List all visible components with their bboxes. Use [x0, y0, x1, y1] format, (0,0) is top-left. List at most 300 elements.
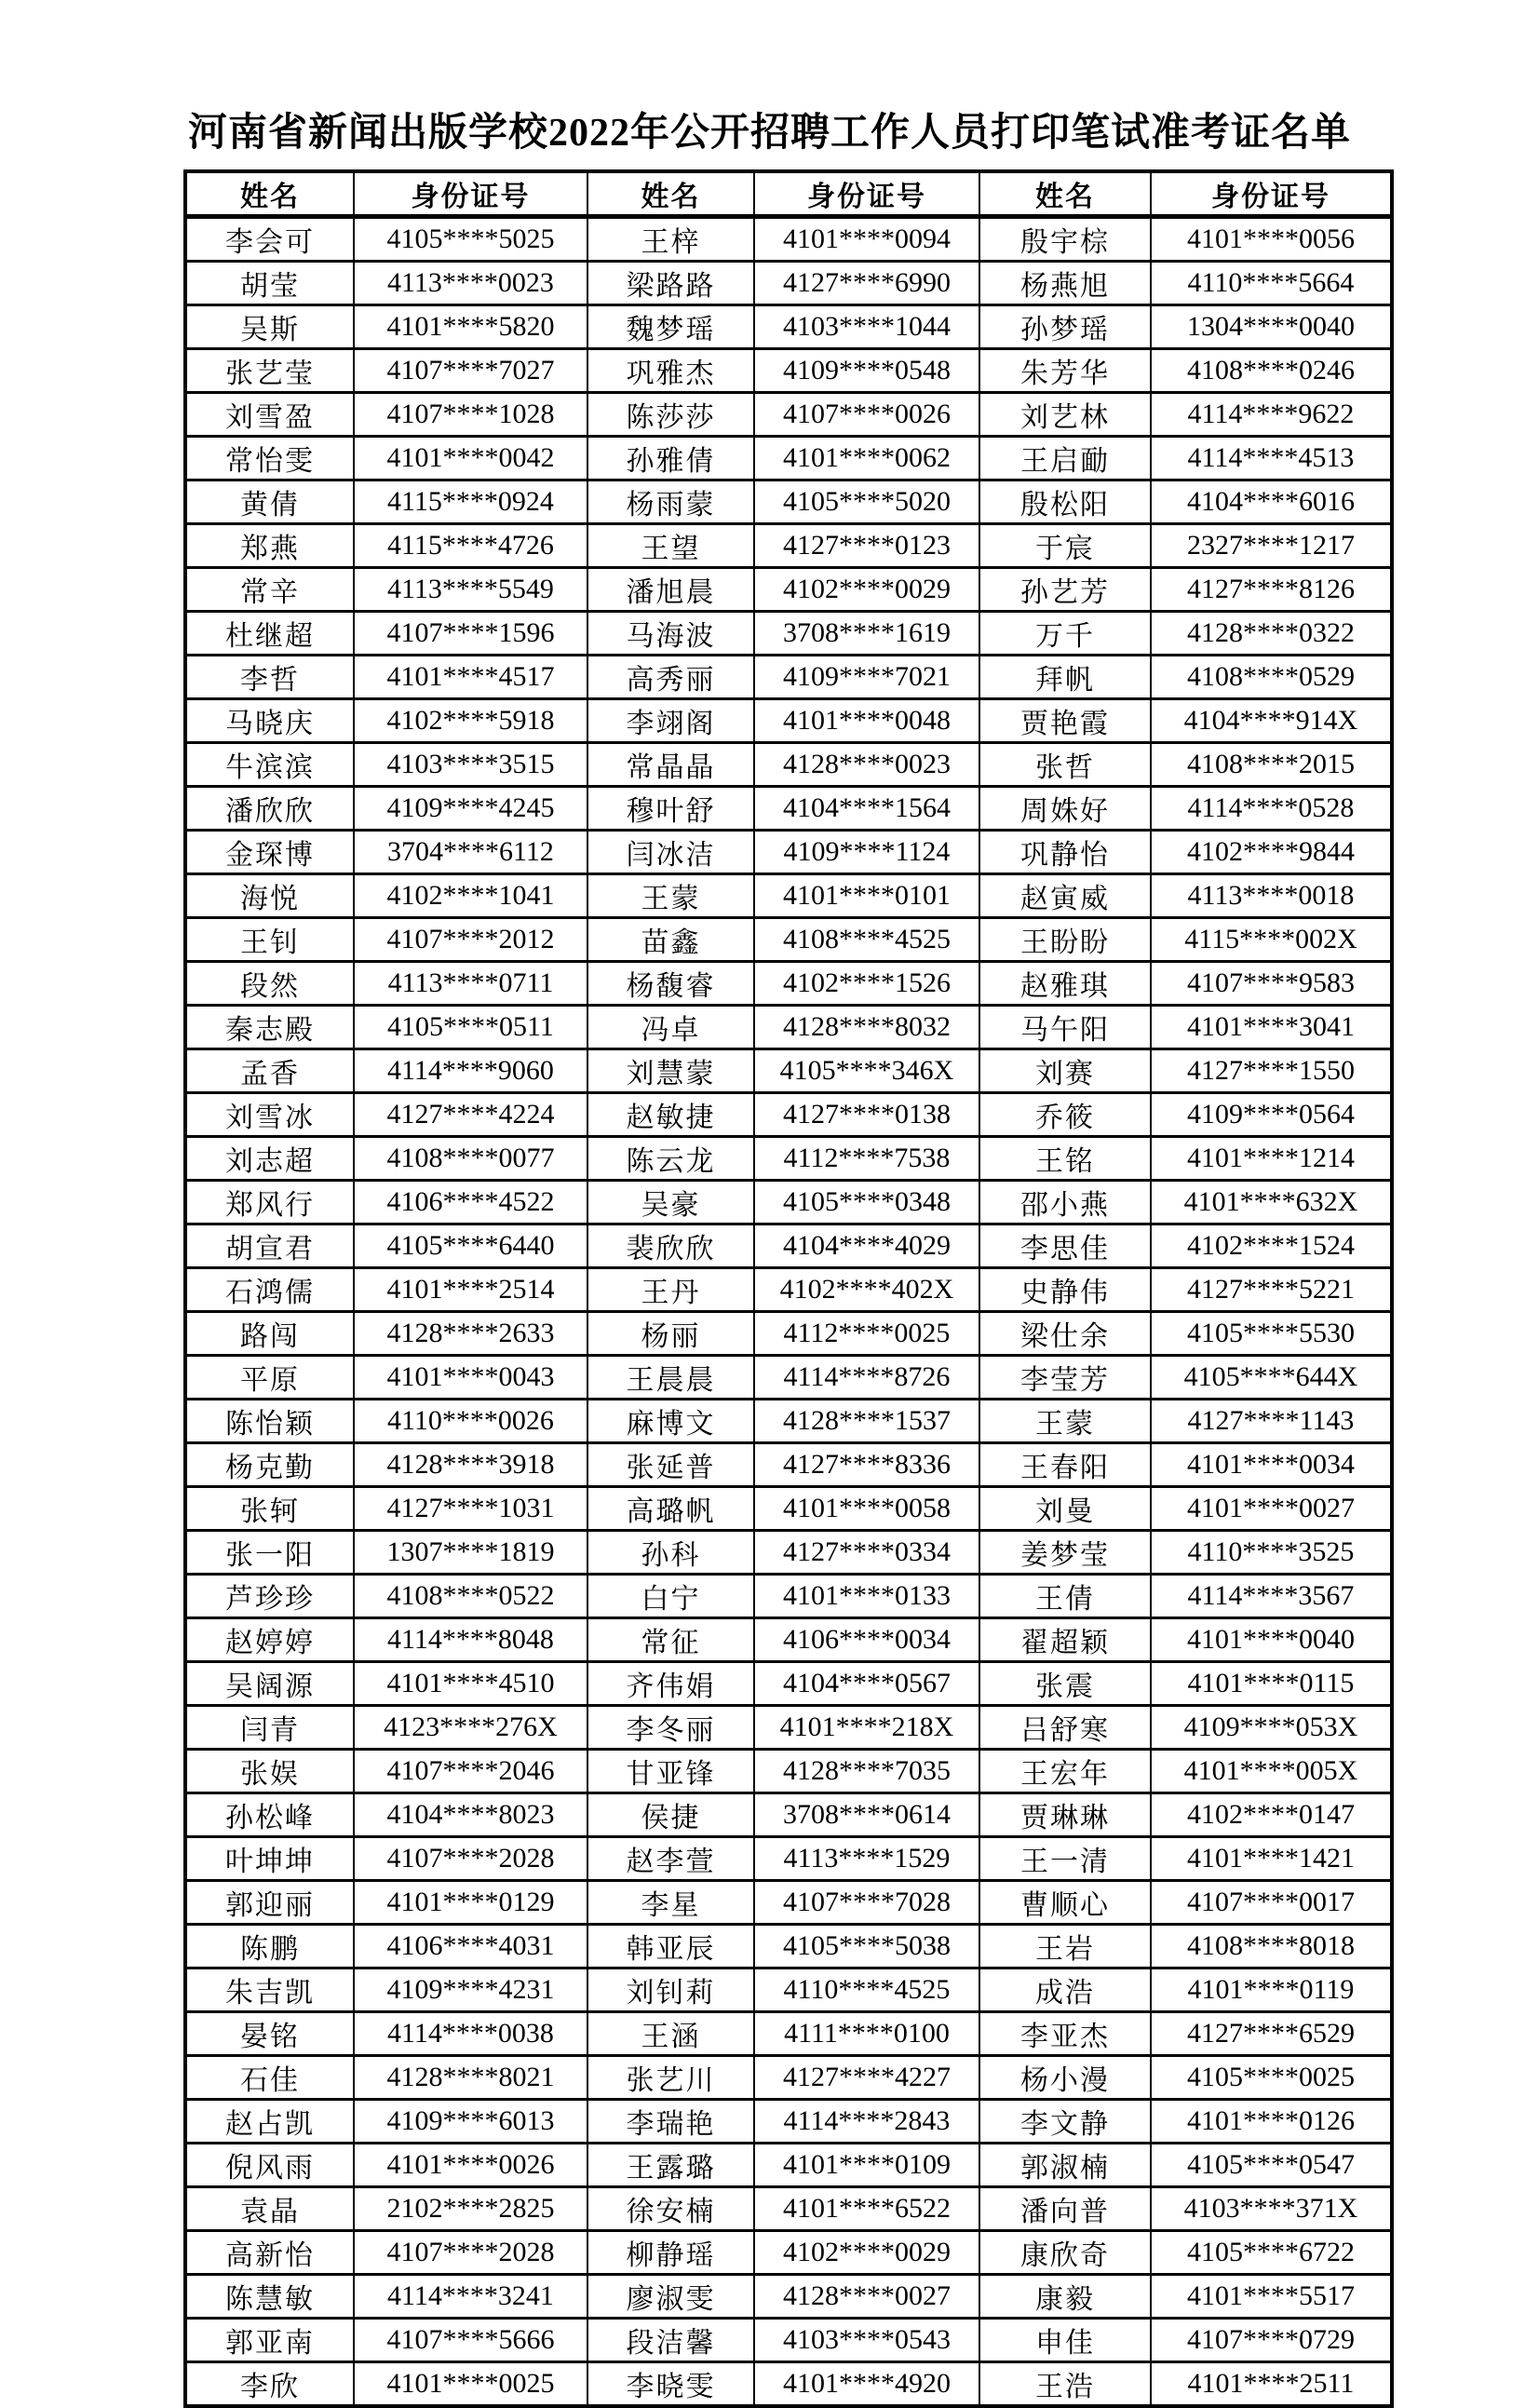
table-row — [185, 349, 1392, 393]
header-row — [185, 171, 1392, 217]
id-number-cell: 4114****9060 — [354, 1049, 587, 1093]
name-cell: 裴欣欣 — [587, 1224, 754, 1268]
id-number-cell: 4110****0026 — [354, 1400, 587, 1443]
name-cell: 孙艺芳 — [979, 568, 1151, 612]
table-row — [185, 1312, 1392, 1356]
id-number-cell: 4102****0029 — [754, 2231, 979, 2275]
name-cell: 穆叶舒 — [587, 787, 754, 831]
id-number-cell: 4101****218X — [754, 1706, 979, 1750]
name-cell: 巩静怡 — [979, 831, 1151, 874]
id-number-cell: 4101****0056 — [1151, 217, 1392, 262]
id-number-cell: 4127****0123 — [754, 524, 979, 568]
id-number-cell: 4112****0025 — [754, 1312, 979, 1356]
id-number-cell: 4109****6013 — [354, 2100, 587, 2144]
id-number-cell: 4101****0109 — [754, 2144, 979, 2187]
name-cell: 李会可 — [185, 217, 354, 262]
name-cell: 殷宇棕 — [979, 217, 1151, 262]
id-number-cell: 4128****0027 — [754, 2275, 979, 2319]
name-cell: 吴斯 — [185, 305, 354, 349]
id-number-cell: 4102****5918 — [354, 699, 587, 743]
id-number-cell: 4101****0101 — [754, 874, 979, 918]
table-row — [185, 2100, 1392, 2144]
id-number-cell: 4114****3241 — [354, 2275, 587, 2319]
id-number-cell: 2327****1217 — [1151, 524, 1392, 568]
id-number-cell: 4127****1031 — [354, 1487, 587, 1531]
id-number-cell: 4101****5820 — [354, 305, 587, 349]
name-cell: 张震 — [979, 1662, 1151, 1706]
name-cell: 赵婷婷 — [185, 1618, 354, 1662]
id-number-cell: 4101****0026 — [354, 2144, 587, 2187]
name-cell: 杨燕旭 — [979, 262, 1151, 305]
name-cell: 陈莎莎 — [587, 393, 754, 437]
id-number-cell: 4109****7021 — [754, 656, 979, 699]
name-cell: 朱芳华 — [979, 349, 1151, 393]
id-number-cell: 4101****0027 — [1151, 1487, 1392, 1531]
id-number-cell: 4101****005X — [1151, 1750, 1392, 1793]
table-row — [185, 962, 1392, 1006]
table-row — [185, 1356, 1392, 1400]
name-cell: 王春阳 — [979, 1443, 1151, 1487]
name-cell: 周姝好 — [979, 787, 1151, 831]
id-number-cell: 4128****8021 — [354, 2056, 587, 2100]
id-number-cell: 4108****8018 — [1151, 1925, 1392, 1968]
id-number-cell: 4107****1596 — [354, 612, 587, 656]
name-cell: 李莹芳 — [979, 1356, 1151, 1400]
id-number-cell: 3704****6112 — [354, 831, 587, 874]
id-number-cell: 4101****3041 — [1151, 1006, 1392, 1049]
name-cell: 李晓雯 — [587, 2362, 754, 2407]
id-number-cell: 4128****7035 — [754, 1750, 979, 1793]
column-header-id: 身份证号 — [754, 171, 979, 217]
id-number-cell: 4101****2511 — [1151, 2362, 1392, 2407]
id-number-cell: 4101****4510 — [354, 1662, 587, 1706]
name-cell: 吴豪 — [587, 1181, 754, 1224]
name-cell: 孙松峰 — [185, 1793, 354, 1837]
id-number-cell: 4101****0062 — [754, 437, 979, 480]
name-cell: 杨馥睿 — [587, 962, 754, 1006]
id-number-cell: 4101****0048 — [754, 699, 979, 743]
name-cell: 吴阔源 — [185, 1662, 354, 1706]
name-cell: 贾艳霞 — [979, 699, 1151, 743]
id-number-cell: 4105****0025 — [1151, 2056, 1392, 2100]
id-number-cell: 4105****0511 — [354, 1006, 587, 1049]
table-row — [185, 1837, 1392, 1881]
id-number-cell: 1304****0040 — [1151, 305, 1392, 349]
name-cell: 刘赛 — [979, 1049, 1151, 1093]
name-cell: 李亚杰 — [979, 2012, 1151, 2056]
name-cell: 朱吉凯 — [185, 1968, 354, 2012]
id-number-cell: 4101****0129 — [354, 1881, 587, 1925]
id-number-cell: 4102****402X — [754, 1268, 979, 1312]
name-cell: 魏梦瑶 — [587, 305, 754, 349]
name-cell: 高秀丽 — [587, 656, 754, 699]
name-cell: 孙科 — [587, 1531, 754, 1575]
name-cell: 张艺莹 — [185, 349, 354, 393]
name-cell: 高璐帆 — [587, 1487, 754, 1531]
id-number-cell: 4113****0018 — [1151, 874, 1392, 918]
id-number-cell: 4101****5517 — [1151, 2275, 1392, 2319]
name-cell: 杨丽 — [587, 1312, 754, 1356]
id-number-cell: 4101****0126 — [1151, 2100, 1392, 2144]
table-row — [185, 1049, 1392, 1093]
id-number-cell: 4103****0543 — [754, 2319, 979, 2362]
id-number-cell: 4108****2015 — [1151, 743, 1392, 787]
name-cell: 路闯 — [185, 1312, 354, 1356]
table-row — [185, 1706, 1392, 1750]
name-cell: 白宁 — [587, 1575, 754, 1618]
id-number-cell: 4127****8126 — [1151, 568, 1392, 612]
id-number-cell: 4128****0023 — [754, 743, 979, 787]
name-cell: 郭淑楠 — [979, 2144, 1151, 2187]
id-number-cell: 4106****4522 — [354, 1181, 587, 1224]
name-cell: 申佳 — [979, 2319, 1151, 2362]
name-cell: 杨雨蒙 — [587, 480, 754, 524]
table-row — [185, 1006, 1392, 1049]
name-cell: 王一清 — [979, 1837, 1151, 1881]
id-number-cell: 4114****0528 — [1151, 787, 1392, 831]
id-number-cell: 4109****4231 — [354, 1968, 587, 2012]
name-cell: 高新怡 — [185, 2231, 354, 2275]
name-cell: 杨小漫 — [979, 2056, 1151, 2100]
id-number-cell: 4105****5025 — [354, 217, 587, 262]
id-number-cell: 4102****0029 — [754, 568, 979, 612]
id-number-cell: 4105****5530 — [1151, 1312, 1392, 1356]
table-row — [185, 874, 1392, 918]
id-number-cell: 4114****0038 — [354, 2012, 587, 2056]
table-row — [185, 305, 1392, 349]
table-row — [185, 393, 1392, 437]
column-header-name: 姓名 — [587, 171, 754, 217]
id-number-cell: 3708****1619 — [754, 612, 979, 656]
name-cell: 李文静 — [979, 2100, 1151, 2144]
id-number-cell: 4108****0529 — [1151, 656, 1392, 699]
name-cell: 王铭 — [979, 1137, 1151, 1181]
name-cell: 柳静瑶 — [587, 2231, 754, 2275]
id-number-cell: 4127****1143 — [1151, 1400, 1392, 1443]
name-cell: 赵敏捷 — [587, 1093, 754, 1137]
name-cell: 秦志殿 — [185, 1006, 354, 1049]
id-number-cell: 3708****0614 — [754, 1793, 979, 1837]
name-cell: 李翊阁 — [587, 699, 754, 743]
name-cell: 巩雅杰 — [587, 349, 754, 393]
name-cell: 马海波 — [587, 612, 754, 656]
name-cell: 康毅 — [979, 2275, 1151, 2319]
name-cell: 王梓 — [587, 217, 754, 262]
table-row — [185, 831, 1392, 874]
name-cell: 陈云龙 — [587, 1137, 754, 1181]
id-number-cell: 4113****5549 — [354, 568, 587, 612]
name-cell: 王涵 — [587, 2012, 754, 2056]
id-number-cell: 4107****7027 — [354, 349, 587, 393]
name-cell: 刘志超 — [185, 1137, 354, 1181]
id-number-cell: 4111****0100 — [754, 2012, 979, 2056]
name-cell: 孙雅倩 — [587, 437, 754, 480]
column-header-id: 身份证号 — [1151, 171, 1392, 217]
name-cell: 赵李萱 — [587, 1837, 754, 1881]
page-title: 河南省新闻出版学校2022年公开招聘工作人员打印笔试准考证名单 — [187, 112, 1351, 155]
id-number-cell: 4105****6722 — [1151, 2231, 1392, 2275]
id-number-cell: 4107****2046 — [354, 1750, 587, 1793]
name-cell: 杜继超 — [185, 612, 354, 656]
table-row — [185, 1662, 1392, 1706]
name-cell: 邵小燕 — [979, 1181, 1151, 1224]
name-cell: 马晓庆 — [185, 699, 354, 743]
id-number-cell: 4101****2514 — [354, 1268, 587, 1312]
name-cell: 李瑞艳 — [587, 2100, 754, 2144]
id-number-cell: 4128****0322 — [1151, 612, 1392, 656]
name-cell: 黄倩 — [185, 480, 354, 524]
id-number-cell: 4112****7538 — [754, 1137, 979, 1181]
name-cell: 王盼盼 — [979, 918, 1151, 962]
name-cell: 石鸿儒 — [185, 1268, 354, 1312]
id-number-cell: 4127****5221 — [1151, 1268, 1392, 1312]
id-number-cell: 4107****2028 — [354, 2231, 587, 2275]
id-number-cell: 4127****6990 — [754, 262, 979, 305]
name-cell: 赵占凯 — [185, 2100, 354, 2144]
name-cell: 袁晶 — [185, 2187, 354, 2231]
name-cell: 潘欣欣 — [185, 787, 354, 831]
table-row — [185, 437, 1392, 480]
id-number-cell: 4123****276X — [354, 1706, 587, 1750]
id-number-cell: 4107****7028 — [754, 1881, 979, 1925]
id-number-cell: 4101****1421 — [1151, 1837, 1392, 1881]
id-number-cell: 4107****9583 — [1151, 962, 1392, 1006]
id-number-cell: 4107****2028 — [354, 1837, 587, 1881]
id-number-cell: 4102****9844 — [1151, 831, 1392, 874]
roster-body — [185, 217, 1392, 2407]
name-cell: 张延普 — [587, 1443, 754, 1487]
id-number-cell: 4110****5664 — [1151, 262, 1392, 305]
name-cell: 张轲 — [185, 1487, 354, 1531]
id-number-cell: 4127****6529 — [1151, 2012, 1392, 2056]
name-cell: 芦珍珍 — [185, 1575, 354, 1618]
name-cell: 郭迎丽 — [185, 1881, 354, 1925]
table-row — [185, 568, 1392, 612]
id-number-cell: 4110****4525 — [754, 1968, 979, 2012]
id-number-cell: 4101****0094 — [754, 217, 979, 262]
id-number-cell: 4104****8023 — [354, 1793, 587, 1837]
table-row — [185, 2362, 1392, 2407]
id-number-cell: 4127****1550 — [1151, 1049, 1392, 1093]
id-number-cell: 4104****4029 — [754, 1224, 979, 1268]
name-cell: 殷松阳 — [979, 480, 1151, 524]
name-cell: 郑燕 — [185, 524, 354, 568]
id-number-cell: 4113****1529 — [754, 1837, 979, 1881]
table-row — [185, 1400, 1392, 1443]
id-number-cell: 4114****8048 — [354, 1618, 587, 1662]
name-cell: 石佳 — [185, 2056, 354, 2100]
id-number-cell: 4103****1044 — [754, 305, 979, 349]
name-cell: 姜梦莹 — [979, 1531, 1151, 1575]
id-number-cell: 4104****914X — [1151, 699, 1392, 743]
id-number-cell: 4128****3918 — [354, 1443, 587, 1487]
name-cell: 王宏年 — [979, 1750, 1151, 1793]
table-row — [185, 612, 1392, 656]
name-cell: 倪风雨 — [185, 2144, 354, 2187]
id-number-cell: 4107****1028 — [354, 393, 587, 437]
id-number-cell: 4101****0034 — [1151, 1443, 1392, 1487]
table-row — [185, 1531, 1392, 1575]
name-cell: 刘慧蒙 — [587, 1049, 754, 1093]
id-number-cell: 4114****4513 — [1151, 437, 1392, 480]
id-number-cell: 4128****1537 — [754, 1400, 979, 1443]
name-cell: 海悦 — [185, 874, 354, 918]
id-number-cell: 4105****644X — [1151, 1356, 1392, 1400]
table-row — [185, 1793, 1392, 1837]
id-number-cell: 4128****2633 — [354, 1312, 587, 1356]
id-number-cell: 4103****371X — [1151, 2187, 1392, 2231]
name-cell: 王蒙 — [587, 874, 754, 918]
name-cell: 闫冰洁 — [587, 831, 754, 874]
name-cell: 陈怡颖 — [185, 1400, 354, 1443]
name-cell: 梁路路 — [587, 262, 754, 305]
name-cell: 段洁馨 — [587, 2319, 754, 2362]
name-cell: 王丹 — [587, 1268, 754, 1312]
id-number-cell: 4109****0564 — [1151, 1093, 1392, 1137]
id-number-cell: 4114****2843 — [754, 2100, 979, 2144]
table-row — [185, 2187, 1392, 2231]
table-row — [185, 699, 1392, 743]
id-number-cell: 4105****346X — [754, 1049, 979, 1093]
name-cell: 常征 — [587, 1618, 754, 1662]
name-cell: 拜帆 — [979, 656, 1151, 699]
name-cell: 张一阳 — [185, 1531, 354, 1575]
name-cell: 甘亚锋 — [587, 1750, 754, 1793]
name-cell: 常晶晶 — [587, 743, 754, 787]
name-cell: 李欣 — [185, 2362, 354, 2407]
name-cell: 赵雅琪 — [979, 962, 1151, 1006]
table-row — [185, 2012, 1392, 2056]
name-cell: 刘雪冰 — [185, 1093, 354, 1137]
id-number-cell: 4109****0548 — [754, 349, 979, 393]
id-number-cell: 4107****0729 — [1151, 2319, 1392, 2362]
table-row — [185, 217, 1392, 262]
name-cell: 段然 — [185, 962, 354, 1006]
id-number-cell: 4102****0147 — [1151, 1793, 1392, 1837]
name-cell: 李冬丽 — [587, 1706, 754, 1750]
name-cell: 于宸 — [979, 524, 1151, 568]
name-cell: 王岩 — [979, 1925, 1151, 1968]
table-row — [185, 2056, 1392, 2100]
name-cell: 王露璐 — [587, 2144, 754, 2187]
id-number-cell: 4102****1041 — [354, 874, 587, 918]
id-number-cell: 4114****8726 — [754, 1356, 979, 1400]
id-number-cell: 4102****1524 — [1151, 1224, 1392, 1268]
table-row — [185, 2319, 1392, 2362]
id-number-cell: 4101****4920 — [754, 2362, 979, 2407]
id-number-cell: 4105****5038 — [754, 1925, 979, 1968]
name-cell: 王启勔 — [979, 437, 1151, 480]
name-cell: 王晨晨 — [587, 1356, 754, 1400]
id-number-cell: 4102****1526 — [754, 962, 979, 1006]
id-number-cell: 4108****4525 — [754, 918, 979, 962]
id-number-cell: 4101****0133 — [754, 1575, 979, 1618]
name-cell: 马午阳 — [979, 1006, 1151, 1049]
name-cell: 贾琳琳 — [979, 1793, 1151, 1837]
table-row — [185, 1443, 1392, 1487]
table-row — [185, 1487, 1392, 1531]
id-number-cell: 4127****0138 — [754, 1093, 979, 1137]
name-cell: 常怡雯 — [185, 437, 354, 480]
table-row — [185, 918, 1392, 962]
name-cell: 王浩 — [979, 2362, 1151, 2407]
table-row — [185, 743, 1392, 787]
name-cell: 王倩 — [979, 1575, 1151, 1618]
name-cell: 陈慧敏 — [185, 2275, 354, 2319]
id-number-cell: 4105****0547 — [1151, 2144, 1392, 2187]
name-cell: 王蒙 — [979, 1400, 1151, 1443]
id-number-cell: 4114****9622 — [1151, 393, 1392, 437]
name-cell: 麻博文 — [587, 1400, 754, 1443]
name-cell: 吕舒寒 — [979, 1706, 1151, 1750]
id-number-cell: 4101****0040 — [1151, 1618, 1392, 1662]
id-number-cell: 4104****1564 — [754, 787, 979, 831]
name-cell: 潘向普 — [979, 2187, 1151, 2231]
id-number-cell: 4115****002X — [1151, 918, 1392, 962]
id-number-cell: 4107****2012 — [354, 918, 587, 962]
table-row — [185, 1881, 1392, 1925]
name-cell: 成浩 — [979, 1968, 1151, 2012]
table-row — [185, 1575, 1392, 1618]
id-number-cell: 4127****0334 — [754, 1531, 979, 1575]
id-number-cell: 4127****4224 — [354, 1093, 587, 1137]
name-cell: 晏铭 — [185, 2012, 354, 2056]
name-cell: 王钊 — [185, 918, 354, 962]
table-row — [185, 1968, 1392, 2012]
column-header-name: 姓名 — [185, 171, 354, 217]
name-cell: 翟超颖 — [979, 1618, 1151, 1662]
name-cell: 胡莹 — [185, 262, 354, 305]
table-row — [185, 2144, 1392, 2187]
name-cell: 潘旭晨 — [587, 568, 754, 612]
id-number-cell: 4101****6522 — [754, 2187, 979, 2231]
table-row — [185, 787, 1392, 831]
id-number-cell: 4107****5666 — [354, 2319, 587, 2362]
id-number-cell: 4101****1214 — [1151, 1137, 1392, 1181]
name-cell: 叶坤坤 — [185, 1837, 354, 1881]
id-number-cell: 4101****0115 — [1151, 1662, 1392, 1706]
table-row — [185, 1137, 1392, 1181]
id-number-cell: 4108****0246 — [1151, 349, 1392, 393]
id-number-cell: 4101****4517 — [354, 656, 587, 699]
name-cell: 廖淑雯 — [587, 2275, 754, 2319]
name-cell: 孟香 — [185, 1049, 354, 1093]
id-number-cell: 4115****4726 — [354, 524, 587, 568]
name-cell: 李星 — [587, 1881, 754, 1925]
id-number-cell: 4115****0924 — [354, 480, 587, 524]
id-number-cell: 4110****3525 — [1151, 1531, 1392, 1575]
id-number-cell: 4103****3515 — [354, 743, 587, 787]
id-number-cell: 4101****0043 — [354, 1356, 587, 1400]
id-number-cell: 4106****4031 — [354, 1925, 587, 1968]
column-header-name: 姓名 — [979, 171, 1151, 217]
name-cell: 刘曼 — [979, 1487, 1151, 1531]
id-number-cell: 4105****5020 — [754, 480, 979, 524]
name-cell: 张艺川 — [587, 2056, 754, 2100]
id-number-cell: 4109****4245 — [354, 787, 587, 831]
id-number-cell: 4107****0017 — [1151, 1881, 1392, 1925]
table-row — [185, 1224, 1392, 1268]
id-number-cell: 4105****0348 — [754, 1181, 979, 1224]
table-row — [185, 1093, 1392, 1137]
table-row — [185, 1750, 1392, 1793]
name-cell: 李哲 — [185, 656, 354, 699]
name-cell: 齐伟娟 — [587, 1662, 754, 1706]
name-cell: 牛滨滨 — [185, 743, 354, 787]
id-number-cell: 2102****2825 — [354, 2187, 587, 2231]
id-number-cell: 4109****053X — [1151, 1706, 1392, 1750]
name-cell: 王望 — [587, 524, 754, 568]
